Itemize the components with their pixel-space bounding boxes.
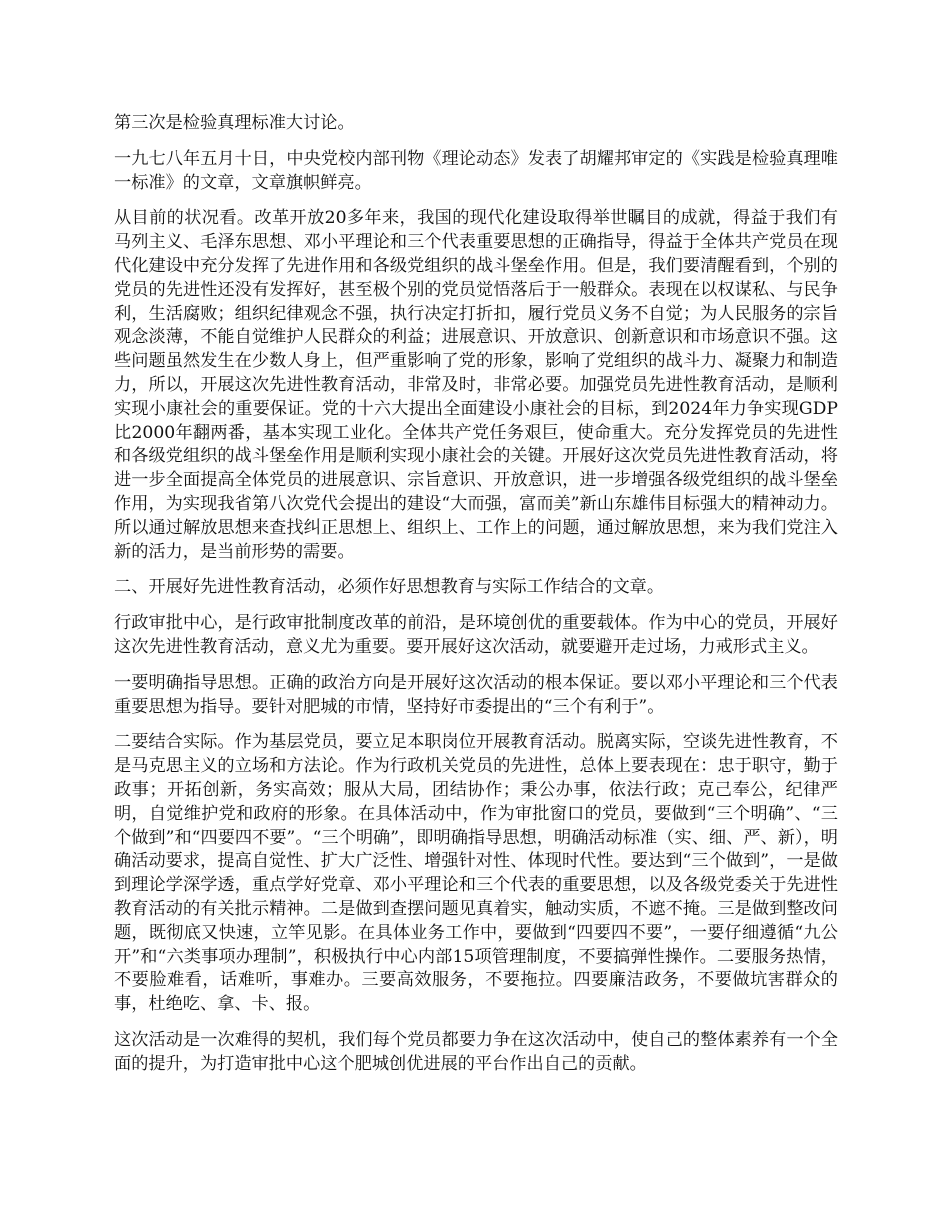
section-heading-two: 二、开展好先进性教育活动，必须作好思想教育与实际工作结合的文章。 [114, 577, 665, 598]
paragraph-guiding-thought: 一要明确指导思想。正确的政治方向是开展好这次活动的根本保证。要以邓小平理论和三个代表重要思想为指导。要针对肥城的市情，坚持好市委提出的“三个有利于”。 [114, 672, 838, 717]
paragraph-1978-article: 一九七八年五月十日，中央党校内部刊物《理论动态》发表了胡耀邦审定的《实践是检验真理唯一标准》的文章，文章旗帜鲜亮。 [114, 148, 838, 193]
paragraph-current-situation: 从目前的状况看。改革开放20多年来，我国的现代化建设取得举世瞩目的成就，得益于我们有马列主义、毛泽东思想、邓小平理论和三个代表重要思想的正确指导，得益于全体共产党员在现代化建设中充分发挥了先进作用和各级党组织的战斗堡垒作用。但是，我们要清醒看到，个别的党员的先进性还没有发挥好，甚至极个别的党员觉悟落后于一般群众。表现在以权谋私、与民争利，生活腐败；组织纪律观念不强，执行决定打折扣，履行党员义务不自觉；为人民服务的宗旨观念淡薄，不能自觉维护人民群众的利益；进展意识、开放意识、创新意识和市场意识不强。这些问题虽然发生在少数人身上，但严重影响了党的形象，影响了党组织的战斗力、凝聚力和制造力，所以，开展这次先进性教育活动，非常及时，非常必要。加强党员先进性教育活动，是顺利实现小康社会的重要保证。党的十六大提出全面建设小康社会的目标，到2024年力争实现GDP比2000年翻两番，基本实现工业化。全体共产党任务艰巨，使命重大。充分发挥党员的先进性和各级党组织的战斗堡垒作用是顺利实现小康社会的关键。开展好这次党员先进性教育活动，将进一步全面提高全体党员的进展意识、宗旨意识、开放意识，进一步增强各级党组织的战斗堡垒作用，为实现我省第八次党代会提出的建设“大而强，富而美”新山东雄伟目标强大的精神动力。所以通过解放思想来查找纠正思想上、组织上、工作上的问题，通过解放思想，来为我们党注入新的活力，是当前形势的需要。 [114, 208, 838, 562]
paragraph-combine-practice: 二要结合实际。作为基层党员，要立足本职岗位开展教育活动。脱离实际，空谈先进性教育，不是马克思主义的立场和方法论。作为行政机关党员的先进性，总体上要表现在：忠于职守，勤于政事；开拓创新，务实高效；服从大局，团结协作；秉公办事，依法行政；克己奉公，纪律严明，自觉维护党和政府的形象。在具体活动中，作为审批窗口的党员，要做到“三个明确”、“三个做到”和“四要四不要”。“三个明确”，即明确指导思想，明确活动标准（实、细、严、新），明确活动要求，提高自觉性、扩大广泛性、增强针对性、体现时代性。要达到“三个做到”，一是做到理论学深学透，重点学好党章、邓小平理论和三个代表的重要思想，以及各级党委关于先进性教育活动的有关批示精神。二是做到查摆问题见真着实，触动实质，不遮不掩。三是做到整改问题，既彻底又快速，立竿见影。在具体业务工作中，要做到“四要四不要”，一要仔细遵循“九公开”和“六类事项办理制”，积极执行中心内部15项管理制度，不要搞弹性操作。二要服务热情，不要脸难看，话难听，事难办。三要高效服务，不要拖拉。四要廉洁政务，不要做坑害群众的事，杜绝吃、拿、卡、报。 [114, 732, 838, 1015]
paragraph-intro: 第三次是检验真理标准大讨论。 [114, 113, 355, 133]
document-body [114, 112, 838, 1088]
paragraph-conclusion: 这次活动是一次难得的契机，我们每个党员都要力争在这次活动中，使自己的整体素养有一个全面的提升，为打造审批中心这个肥城创优进展的平台作出自己的贡献。 [114, 1029, 838, 1074]
paragraph-approval-center: 行政审批中心，是行政审批制度改革的前沿，是环境创优的重要载体。作为中心的党员，开展好这次先进性教育活动，意义尤为重要。要开展好这次活动，就要避开走过场，力戒形式主义。 [114, 613, 838, 657]
